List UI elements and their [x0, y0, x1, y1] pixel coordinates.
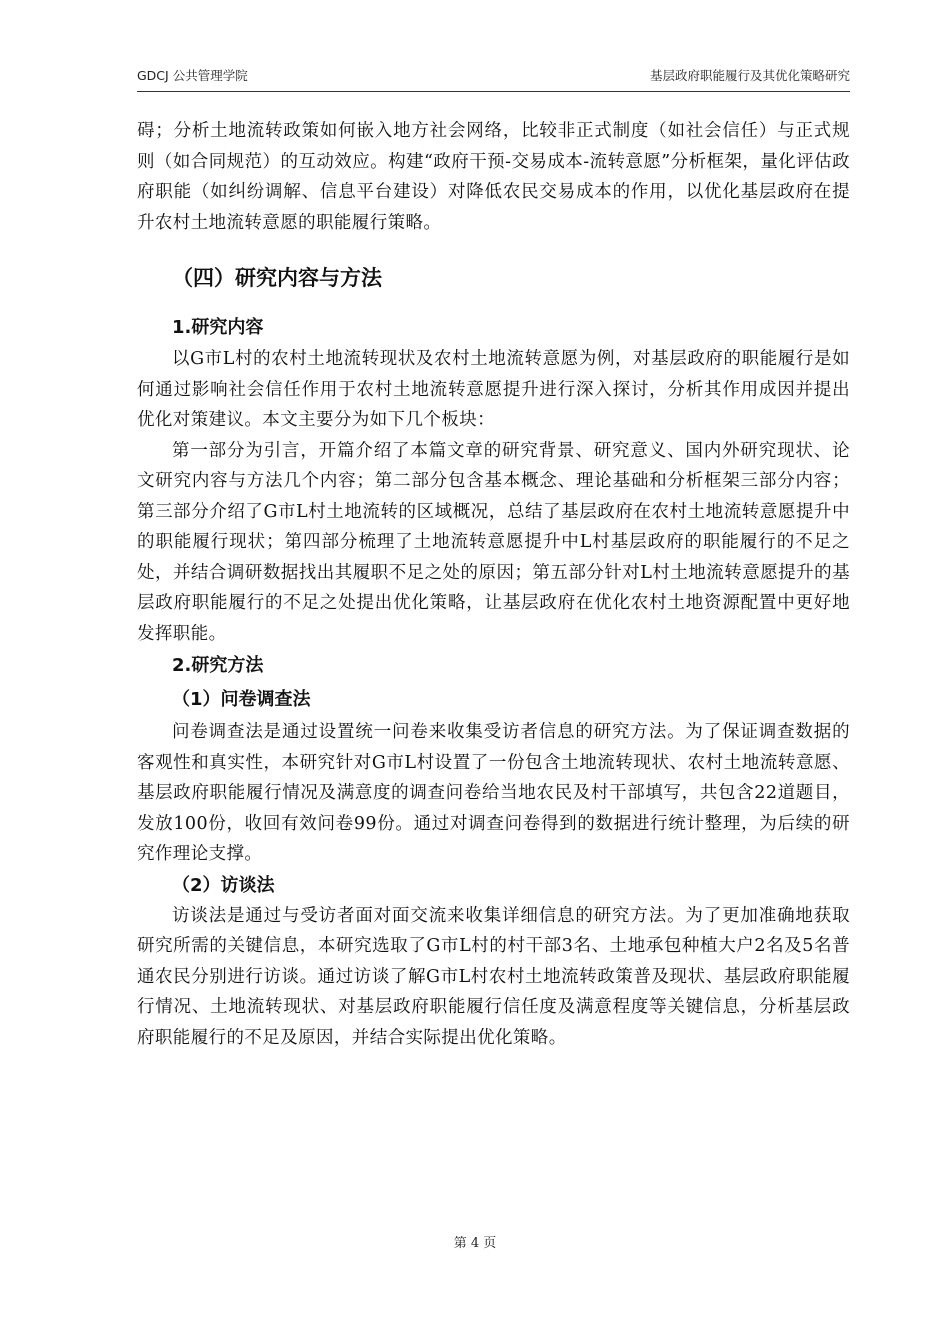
- method-heading-questionnaire: （1）问卷调查法: [172, 689, 311, 710]
- method-heading-interview: （2）访谈法: [172, 874, 275, 896]
- paragraph-interview: 访谈法是通过与受访者面对面交流来收集详细信息的研究方法。为了更加准确地获取研究所需的关键信息，本研究选取了G市L村的村干部3名、土地承包种植大户2名及5名普通农民分别进行访谈。通过访谈了解G市L村农村土地流转政策普及现状、基层政府职能履行情况、土地流转现状、对基层政府职能履行信任度及满意程度等关键信息，分析基层政府职能履行的不足及原因，并结合实际提出优化策略。: [137, 905, 850, 1048]
- page-number: 第 4 页: [453, 1236, 497, 1251]
- paragraph-structure: 第一部分为引言，开篇介绍了本篇文章的研究背景、研究意义、国内外研究现状、论文研究内容与方法几个内容；第二部分包含基本概念、理论基础和分析框架三部分内容；第三部分介绍了G市L村土地流转的区域概况，总结了基层政府在农村土地流转意愿提升中的职能履行现状；第四部分梳理了土地流转意愿提升中L村基层政府的职能履行的不足之处，并结合调研数据找出其履职不足之处的原因；第五部分针对L村土地流转意愿提升的基层政府职能履行的不足之处提出优化策略，让基层政府在优化农村土地资源配置中更好地发挥职能。: [137, 440, 850, 644]
- subsection-heading-method: 2.研究方法: [172, 655, 264, 676]
- section-heading: （四）研究内容与方法: [172, 266, 382, 290]
- header-school: GDCJ 公共管理学院: [137, 68, 248, 83]
- header-divider: [137, 91, 850, 92]
- paragraph-questionnaire: 问卷调查法是通过设置统一问卷来收集受访者信息的研究方法。为了保证调查数据的客观性和真实性，本研究针对G市L村设置了一份包含土地流转现状、农村土地流转意愿、基层政府职能履行情况及满意度的调查问卷给当地农民及村干部填写，共包含22道题目，发放100份，收回有效问卷99份。通过对调查问卷得到的数据进行统计整理，为后续的研究作理论支撑。: [137, 722, 850, 864]
- paragraph-research-content: 以G市L村的农村土地流转现状及农村土地流转意愿为例，对基层政府的职能履行是如何通过影响社会信任作用于农村土地流转意愿提升进行深入探讨，分析其作用成因并提出优化对策建议。本文主要分为如下几个板块：: [137, 349, 850, 430]
- document-body: [137, 116, 850, 1053]
- header-title: 基层政府职能履行及其优化策略研究: [649, 68, 850, 83]
- paragraph-continued: 碍；分析土地流转政策如何嵌入地方社会网络，比较非正式制度（如社会信任）与正式规则（如合同规范）的互动效应。构建“政府干预-交易成本-流转意愿”分析框架，量化评估政府职能（如纠纷调解、信息平台建设）对降低农民交易成本的作用，以优化基层政府在提升农村土地流转意愿的职能履行策略。: [137, 121, 850, 233]
- subsection-heading-content: 1.研究内容: [172, 317, 264, 338]
- page-header: [137, 66, 850, 88]
